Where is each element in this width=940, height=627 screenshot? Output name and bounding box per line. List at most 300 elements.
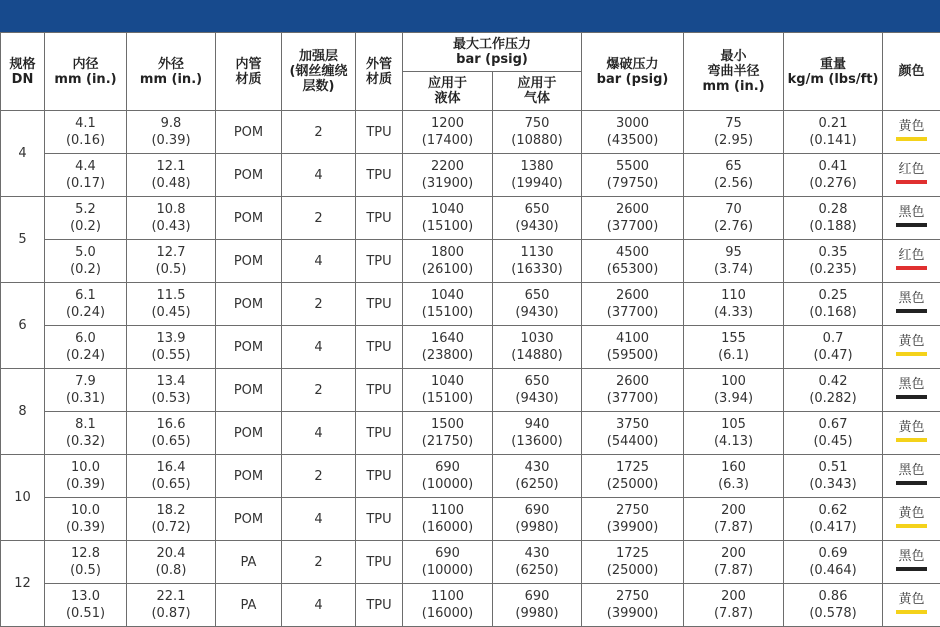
burst-pressure-metric: 2750: [582, 588, 683, 605]
wp-gas-metric: 1030: [493, 330, 581, 347]
outer-material-cell: TPU: [356, 154, 403, 197]
burst-pressure-metric: 4100: [582, 330, 683, 347]
weight-metric: 0.86: [784, 588, 882, 605]
inner-material-cell: POM: [216, 369, 282, 412]
wp-liquid-metric: 1640: [403, 330, 492, 347]
color-cell: [883, 455, 940, 498]
reinforcement-layers-cell: 2: [282, 369, 356, 412]
weight-metric: 0.7: [784, 330, 882, 347]
bend-radius-imperial: (7.87): [684, 605, 783, 622]
wp-liquid-metric: 690: [403, 545, 492, 562]
weight-cell: [784, 541, 883, 584]
wp-gas-imperial: (6250): [493, 562, 581, 579]
wp-liquid-metric: 1500: [403, 416, 492, 433]
color-name: 红色: [883, 162, 940, 177]
inner-diameter-metric: 7.9: [45, 373, 126, 390]
inner-diameter-metric: 10.0: [45, 502, 126, 519]
wp-liquid-metric: 1100: [403, 502, 492, 519]
wp-liquid-imperial: (15100): [403, 390, 492, 407]
wp-liquid-metric: 690: [403, 459, 492, 476]
outer-diameter-cell: [127, 197, 216, 240]
outer-diameter-imperial: (0.55): [127, 347, 215, 364]
wp-liquid-imperial: (21750): [403, 433, 492, 450]
wp-gas-cell: [493, 111, 582, 154]
inner-diameter-imperial: (0.31): [45, 390, 126, 407]
burst-pressure-imperial: (37700): [582, 304, 683, 321]
reinforcement-layers-cell: 2: [282, 541, 356, 584]
color-name: 黄色: [883, 119, 940, 134]
burst-pressure-imperial: (59500): [582, 347, 683, 364]
header-row: [1, 33, 940, 72]
wp-gas-cell: [493, 326, 582, 369]
outer-diameter-metric: 10.8: [127, 201, 215, 218]
wp-gas-metric: 1380: [493, 158, 581, 175]
burst-pressure-cell: [582, 283, 684, 326]
wp-gas-cell: [493, 455, 582, 498]
reinforcement-layers-cell: 4: [282, 412, 356, 455]
color-cell: [883, 584, 940, 627]
weight-imperial: (0.417): [784, 519, 882, 536]
dn-cell: 6: [1, 283, 45, 369]
burst-pressure-cell: [582, 111, 684, 154]
dn-cell: 10: [1, 455, 45, 541]
inner-diameter-imperial: (0.5): [45, 562, 126, 579]
burst-pressure-cell: [582, 412, 684, 455]
wp-liquid-cell: [403, 326, 493, 369]
outer-diameter-cell: [127, 498, 216, 541]
table-row: [1, 326, 940, 369]
table-row: [1, 498, 940, 541]
bend-radius-imperial: (7.87): [684, 519, 783, 536]
color-name: 黑色: [883, 377, 940, 392]
burst-pressure-metric: 2600: [582, 373, 683, 390]
wp-gas-imperial: (14880): [493, 347, 581, 364]
bend-radius-cell: [684, 369, 784, 412]
weight-imperial: (0.235): [784, 261, 882, 278]
hose-spec-table: [0, 32, 940, 627]
weight-cell: [784, 154, 883, 197]
color-cell: [883, 111, 940, 154]
outer-diameter-cell: [127, 326, 216, 369]
wp-liquid-cell: [403, 283, 493, 326]
bend-radius-cell: [684, 584, 784, 627]
wp-gas-imperial: (10880): [493, 132, 581, 149]
wp-gas-metric: 650: [493, 373, 581, 390]
bend-radius-imperial: (2.56): [684, 175, 783, 192]
wp-liquid-cell: [403, 369, 493, 412]
bend-radius-metric: 155: [684, 330, 783, 347]
weight-cell: [784, 326, 883, 369]
col-header-outer-material: 外管 材质: [356, 33, 403, 111]
outer-diameter-imperial: (0.5): [127, 261, 215, 278]
dn-cell: 4: [1, 111, 45, 197]
burst-pressure-metric: 2600: [582, 201, 683, 218]
reinforcement-layers-cell: 4: [282, 498, 356, 541]
outer-diameter-cell: [127, 111, 216, 154]
weight-metric: 0.25: [784, 287, 882, 304]
col-header-weight: 重量 kg/m (lbs/ft): [784, 33, 883, 111]
burst-pressure-metric: 3000: [582, 115, 683, 132]
color-swatch: [896, 481, 927, 485]
wp-liquid-imperial: (10000): [403, 562, 492, 579]
bend-radius-imperial: (4.33): [684, 304, 783, 321]
burst-pressure-imperial: (65300): [582, 261, 683, 278]
outer-diameter-imperial: (0.65): [127, 476, 215, 493]
wp-gas-metric: 690: [493, 502, 581, 519]
bend-radius-metric: 200: [684, 502, 783, 519]
table-row: [1, 369, 940, 412]
wp-liquid-cell: [403, 154, 493, 197]
weight-metric: 0.67: [784, 416, 882, 433]
outer-diameter-cell: [127, 541, 216, 584]
wp-liquid-imperial: (17400): [403, 132, 492, 149]
outer-diameter-cell: [127, 412, 216, 455]
table-row: [1, 455, 940, 498]
inner-diameter-metric: 5.2: [45, 201, 126, 218]
bend-radius-metric: 75: [684, 115, 783, 132]
color-name: 红色: [883, 248, 940, 263]
wp-gas-imperial: (9430): [493, 218, 581, 235]
weight-imperial: (0.47): [784, 347, 882, 364]
wp-gas-metric: 650: [493, 287, 581, 304]
inner-material-cell: PA: [216, 584, 282, 627]
color-name: 黑色: [883, 205, 940, 220]
dn-cell: 5: [1, 197, 45, 283]
wp-liquid-cell: [403, 455, 493, 498]
outer-material-cell: TPU: [356, 197, 403, 240]
color-swatch: [896, 524, 927, 528]
outer-diameter-metric: 13.9: [127, 330, 215, 347]
bend-radius-metric: 100: [684, 373, 783, 390]
wp-liquid-imperial: (16000): [403, 519, 492, 536]
bend-radius-metric: 105: [684, 416, 783, 433]
bend-radius-imperial: (3.94): [684, 390, 783, 407]
outer-diameter-metric: 16.6: [127, 416, 215, 433]
weight-imperial: (0.282): [784, 390, 882, 407]
wp-liquid-cell: [403, 412, 493, 455]
col-header-burst-pressure: 爆破压力 bar (psig): [582, 33, 684, 111]
outer-material-cell: TPU: [356, 498, 403, 541]
weight-cell: [784, 498, 883, 541]
outer-diameter-metric: 20.4: [127, 545, 215, 562]
wp-liquid-cell: [403, 240, 493, 283]
col-header-inner-material: 内管 材质: [216, 33, 282, 111]
bend-radius-cell: [684, 197, 784, 240]
color-swatch: [896, 395, 927, 399]
bend-radius-cell: [684, 283, 784, 326]
color-swatch: [896, 137, 927, 141]
inner-diameter-cell: [45, 412, 127, 455]
wp-liquid-metric: 1100: [403, 588, 492, 605]
outer-diameter-imperial: (0.8): [127, 562, 215, 579]
wp-gas-metric: 430: [493, 545, 581, 562]
wp-liquid-cell: [403, 197, 493, 240]
inner-diameter-metric: 8.1: [45, 416, 126, 433]
burst-pressure-imperial: (39900): [582, 605, 683, 622]
weight-imperial: (0.343): [784, 476, 882, 493]
inner-diameter-imperial: (0.24): [45, 347, 126, 364]
table-row: [1, 541, 940, 584]
inner-material-cell: POM: [216, 455, 282, 498]
color-name: 黑色: [883, 463, 940, 478]
dn-cell: 8: [1, 369, 45, 455]
bend-radius-imperial: (3.74): [684, 261, 783, 278]
wp-gas-metric: 690: [493, 588, 581, 605]
table-body: [1, 111, 940, 627]
wp-gas-cell: [493, 197, 582, 240]
bend-radius-metric: 70: [684, 201, 783, 218]
weight-imperial: (0.168): [784, 304, 882, 321]
burst-pressure-imperial: (25000): [582, 476, 683, 493]
inner-material-cell: POM: [216, 326, 282, 369]
color-swatch: [896, 266, 927, 270]
outer-diameter-metric: 16.4: [127, 459, 215, 476]
bend-radius-cell: [684, 541, 784, 584]
weight-imperial: (0.141): [784, 132, 882, 149]
weight-imperial: (0.188): [784, 218, 882, 235]
bend-radius-cell: [684, 498, 784, 541]
wp-gas-imperial: (9430): [493, 390, 581, 407]
table-row: [1, 283, 940, 326]
inner-diameter-imperial: (0.39): [45, 476, 126, 493]
inner-diameter-metric: 13.0: [45, 588, 126, 605]
burst-pressure-imperial: (54400): [582, 433, 683, 450]
outer-diameter-imperial: (0.65): [127, 433, 215, 450]
weight-metric: 0.69: [784, 545, 882, 562]
table-row: [1, 412, 940, 455]
color-name: 黑色: [883, 291, 940, 306]
dn-cell: 12: [1, 541, 45, 627]
bend-radius-metric: 200: [684, 588, 783, 605]
inner-diameter-imperial: (0.51): [45, 605, 126, 622]
reinforcement-layers-cell: 4: [282, 326, 356, 369]
wp-gas-metric: 940: [493, 416, 581, 433]
wp-gas-cell: [493, 369, 582, 412]
bend-radius-cell: [684, 412, 784, 455]
bend-radius-imperial: (2.76): [684, 218, 783, 235]
inner-diameter-metric: 6.1: [45, 287, 126, 304]
weight-cell: [784, 455, 883, 498]
inner-diameter-metric: 10.0: [45, 459, 126, 476]
color-name: 黄色: [883, 420, 940, 435]
weight-cell: [784, 584, 883, 627]
outer-diameter-imperial: (0.72): [127, 519, 215, 536]
wp-gas-imperial: (19940): [493, 175, 581, 192]
reinforcement-layers-cell: 2: [282, 197, 356, 240]
inner-diameter-cell: [45, 541, 127, 584]
outer-diameter-imperial: (0.39): [127, 132, 215, 149]
burst-pressure-imperial: (39900): [582, 519, 683, 536]
inner-diameter-cell: [45, 584, 127, 627]
outer-diameter-cell: [127, 584, 216, 627]
burst-pressure-metric: 2750: [582, 502, 683, 519]
bend-radius-cell: [684, 326, 784, 369]
wp-liquid-imperial: (10000): [403, 476, 492, 493]
color-cell: [883, 154, 940, 197]
inner-material-cell: POM: [216, 154, 282, 197]
weight-metric: 0.28: [784, 201, 882, 218]
outer-material-cell: TPU: [356, 369, 403, 412]
wp-liquid-imperial: (15100): [403, 218, 492, 235]
wp-liquid-metric: 1040: [403, 287, 492, 304]
outer-material-cell: TPU: [356, 111, 403, 154]
wp-liquid-metric: 1800: [403, 244, 492, 261]
burst-pressure-imperial: (79750): [582, 175, 683, 192]
inner-material-cell: POM: [216, 197, 282, 240]
wp-liquid-imperial: (16000): [403, 605, 492, 622]
inner-diameter-imperial: (0.16): [45, 132, 126, 149]
inner-diameter-cell: [45, 240, 127, 283]
inner-diameter-cell: [45, 369, 127, 412]
wp-liquid-metric: 1040: [403, 201, 492, 218]
outer-material-cell: TPU: [356, 326, 403, 369]
burst-pressure-metric: 2600: [582, 287, 683, 304]
burst-pressure-metric: 3750: [582, 416, 683, 433]
inner-diameter-cell: [45, 111, 127, 154]
inner-diameter-imperial: (0.24): [45, 304, 126, 321]
color-name: 黄色: [883, 334, 940, 349]
outer-diameter-metric: 9.8: [127, 115, 215, 132]
color-cell: [883, 240, 940, 283]
reinforcement-layers-cell: 4: [282, 584, 356, 627]
outer-diameter-cell: [127, 240, 216, 283]
weight-metric: 0.21: [784, 115, 882, 132]
inner-material-cell: POM: [216, 283, 282, 326]
outer-diameter-metric: 13.4: [127, 373, 215, 390]
col-header-dn: 规格 DN: [1, 33, 45, 111]
bend-radius-cell: [684, 240, 784, 283]
burst-pressure-metric: 1725: [582, 545, 683, 562]
weight-metric: 0.51: [784, 459, 882, 476]
burst-pressure-metric: 4500: [582, 244, 683, 261]
wp-liquid-imperial: (31900): [403, 175, 492, 192]
color-swatch: [896, 352, 927, 356]
bend-radius-metric: 110: [684, 287, 783, 304]
burst-pressure-cell: [582, 154, 684, 197]
color-cell: [883, 326, 940, 369]
header-banner: [0, 0, 940, 32]
color-cell: [883, 197, 940, 240]
wp-gas-imperial: (9980): [493, 519, 581, 536]
inner-diameter-imperial: (0.39): [45, 519, 126, 536]
color-swatch: [896, 180, 927, 184]
color-cell: [883, 412, 940, 455]
inner-diameter-imperial: (0.2): [45, 218, 126, 235]
table-row: [1, 240, 940, 283]
inner-diameter-metric: 6.0: [45, 330, 126, 347]
wp-liquid-imperial: (23800): [403, 347, 492, 364]
burst-pressure-cell: [582, 498, 684, 541]
color-cell: [883, 369, 940, 412]
weight-cell: [784, 240, 883, 283]
burst-pressure-imperial: (43500): [582, 132, 683, 149]
weight-imperial: (0.45): [784, 433, 882, 450]
weight-imperial: (0.464): [784, 562, 882, 579]
inner-diameter-imperial: (0.32): [45, 433, 126, 450]
outer-material-cell: TPU: [356, 412, 403, 455]
inner-material-cell: PA: [216, 541, 282, 584]
wp-gas-cell: [493, 584, 582, 627]
burst-pressure-imperial: (25000): [582, 562, 683, 579]
outer-diameter-metric: 11.5: [127, 287, 215, 304]
color-cell: [883, 541, 940, 584]
outer-material-cell: TPU: [356, 584, 403, 627]
color-swatch: [896, 438, 927, 442]
wp-gas-metric: 1130: [493, 244, 581, 261]
outer-material-cell: TPU: [356, 541, 403, 584]
table-row: [1, 197, 940, 240]
wp-gas-metric: 650: [493, 201, 581, 218]
bend-radius-imperial: (2.95): [684, 132, 783, 149]
burst-pressure-cell: [582, 541, 684, 584]
weight-cell: [784, 412, 883, 455]
reinforcement-layers-cell: 4: [282, 154, 356, 197]
col-header-outer-diameter: 外径 mm (in.): [127, 33, 216, 111]
weight-imperial: (0.578): [784, 605, 882, 622]
inner-diameter-metric: 5.0: [45, 244, 126, 261]
burst-pressure-cell: [582, 326, 684, 369]
col-header-wp-liquid: 应用于 液体: [403, 72, 493, 111]
bend-radius-cell: [684, 455, 784, 498]
color-swatch: [896, 610, 927, 614]
col-header-reinforcement: 加强层 (钢丝缠绕 层数): [282, 33, 356, 111]
outer-diameter-metric: 22.1: [127, 588, 215, 605]
table-row: [1, 111, 940, 154]
wp-gas-imperial: (6250): [493, 476, 581, 493]
wp-liquid-metric: 2200: [403, 158, 492, 175]
color-name: 黄色: [883, 592, 940, 607]
outer-diameter-cell: [127, 455, 216, 498]
wp-liquid-cell: [403, 584, 493, 627]
wp-gas-cell: [493, 154, 582, 197]
wp-liquid-cell: [403, 541, 493, 584]
inner-material-cell: POM: [216, 498, 282, 541]
inner-diameter-metric: 12.8: [45, 545, 126, 562]
inner-diameter-cell: [45, 498, 127, 541]
wp-gas-cell: [493, 498, 582, 541]
inner-diameter-cell: [45, 197, 127, 240]
color-cell: [883, 283, 940, 326]
color-swatch: [896, 567, 927, 571]
bend-radius-cell: [684, 154, 784, 197]
outer-diameter-imperial: (0.48): [127, 175, 215, 192]
inner-diameter-cell: [45, 154, 127, 197]
color-swatch: [896, 309, 927, 313]
inner-material-cell: POM: [216, 412, 282, 455]
wp-liquid-metric: 1200: [403, 115, 492, 132]
burst-pressure-metric: 5500: [582, 158, 683, 175]
col-header-working-pressure: 最大工作压力 bar (psig): [403, 33, 582, 72]
wp-gas-cell: [493, 283, 582, 326]
wp-liquid-metric: 1040: [403, 373, 492, 390]
wp-gas-imperial: (9430): [493, 304, 581, 321]
burst-pressure-cell: [582, 455, 684, 498]
inner-diameter-cell: [45, 283, 127, 326]
col-header-color: 颜色: [883, 33, 940, 111]
burst-pressure-metric: 1725: [582, 459, 683, 476]
weight-metric: 0.42: [784, 373, 882, 390]
bend-radius-metric: 160: [684, 459, 783, 476]
weight-metric: 0.41: [784, 158, 882, 175]
burst-pressure-imperial: (37700): [582, 218, 683, 235]
weight-imperial: (0.276): [784, 175, 882, 192]
wp-liquid-cell: [403, 111, 493, 154]
outer-material-cell: TPU: [356, 455, 403, 498]
inner-material-cell: POM: [216, 111, 282, 154]
bend-radius-imperial: (4.13): [684, 433, 783, 450]
bend-radius-cell: [684, 111, 784, 154]
weight-cell: [784, 369, 883, 412]
